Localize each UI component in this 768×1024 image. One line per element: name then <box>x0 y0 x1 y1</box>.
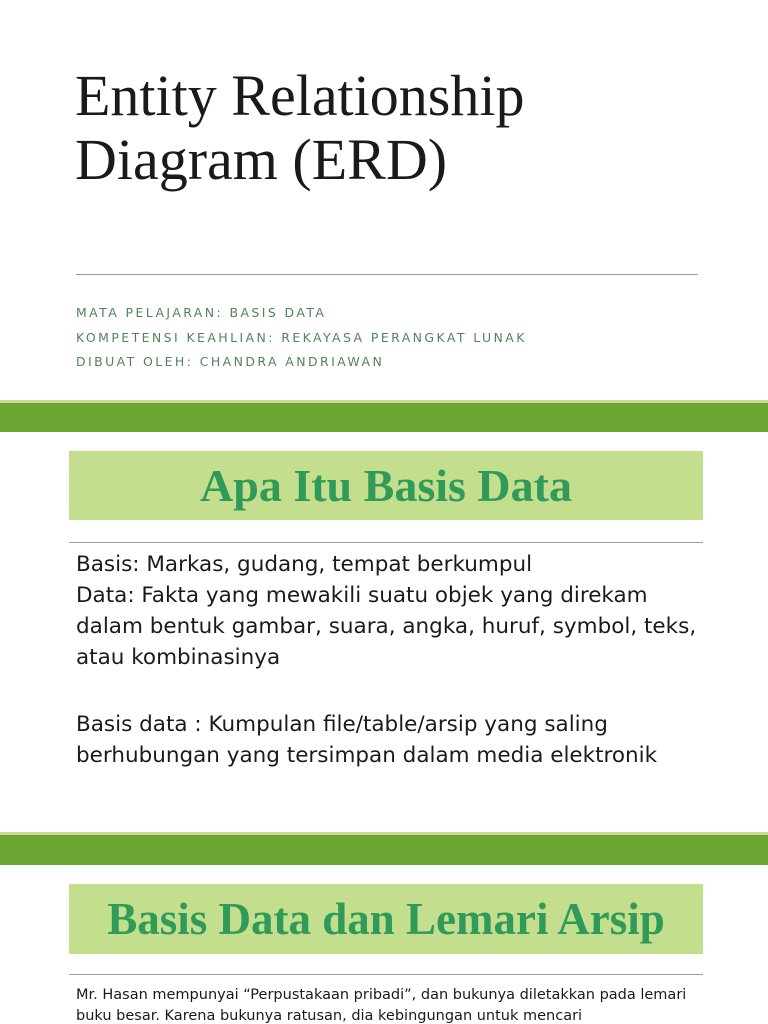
slide-2-heading: Apa Itu Basis Data <box>200 460 572 511</box>
slide-3-heading: Basis Data dan Lemari Arsip <box>107 894 665 944</box>
title-divider <box>76 274 698 275</box>
slide-1-meta <box>76 303 527 377</box>
paragraph-basis: Basis: Markas, gudang, tempat berkumpul <box>76 552 533 577</box>
heading-banner <box>69 884 703 954</box>
slide-separator <box>0 832 768 865</box>
title-line-1: Entity Relationship <box>75 63 525 128</box>
title-line-2: Diagram (ERD) <box>75 127 448 192</box>
slide-1 <box>0 0 768 400</box>
heading-divider <box>69 974 703 975</box>
meta-competency: KOMPETENSI KEAHLIAN: REKAYASA PERANGKAT LUNAK <box>76 329 527 345</box>
slide-2-body <box>76 549 716 771</box>
slide-1-title <box>75 64 715 192</box>
meta-subject: MATA PELAJARAN: BASIS DATA <box>76 305 327 320</box>
paragraph-data: Data: Fakta yang mewakili suatu objek yang direkam dalam bentuk gambar, suara, angka, huruf, symbol, teks, atau kombinasinya <box>76 583 697 670</box>
meta-author: DIBUAT OLEH: CHANDRA ANDRIAWAN <box>76 354 385 369</box>
paragraph-story: Mr. Hasan mempunyai “Perpustakaan pribadi”, dan bukunya diletakkan pada lemari buku besar. Karena bukunya ratusan, dia kebingungan untuk mencari <box>76 987 687 1024</box>
slide-separator <box>0 400 768 432</box>
heading-divider <box>69 542 703 543</box>
paragraph-basis-data: Basis data : Kumpulan file/table/arsip yang saling berhubungan yang tersimpan dalam media elektronik <box>76 712 658 768</box>
slide-2 <box>0 432 768 832</box>
slide-3 <box>0 865 768 1024</box>
heading-banner <box>69 451 703 520</box>
slide-3-body <box>76 985 716 1024</box>
